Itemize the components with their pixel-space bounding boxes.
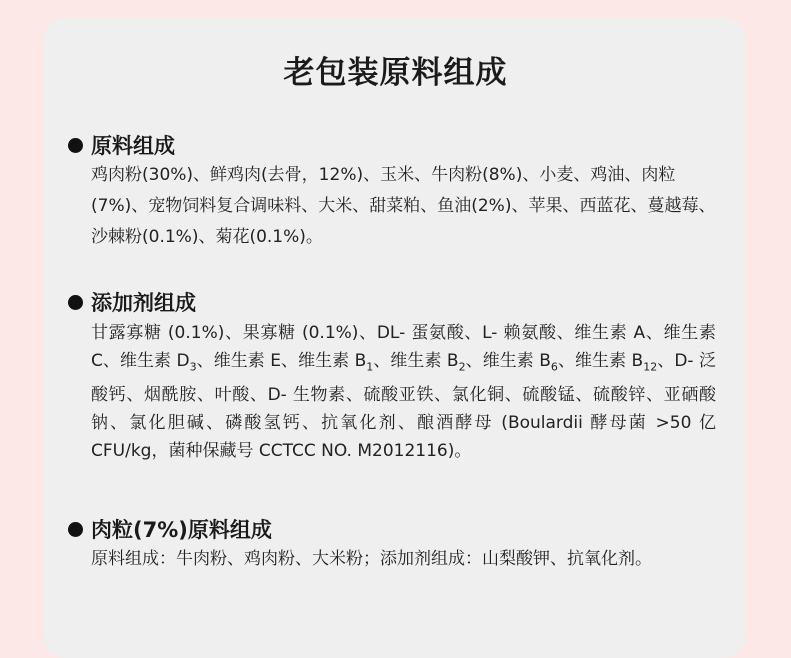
section-heading-label: 添加剂组成 xyxy=(91,291,196,315)
bullet-icon xyxy=(68,295,83,310)
ingredients-text: 鸡肉粉(30%)、鲜鸡肉(去骨，12%)、玉米、牛肉粉(8%)、小麦、鸡油、肉粒(7%)、宠物饲料复合调味料、大米、甜菜粕、鱼油(2%)、苹果、西蓝花、蔓越莓、沙棘粉(0.1%)、菊花(0.1%)。 xyxy=(91,165,716,247)
page-title: 老包装原料组成 xyxy=(283,55,508,91)
section-heading-label: 肉粒(7%)原料组成 xyxy=(91,518,272,542)
additives-text: 甘露寡糖 (0.1%)、果寡糖 (0.1%)、DL- 蛋氨酸、L- 赖氨酸、维生素 A、维生素 C、维生素 $D_3$、维生素 E、维生素 $B_1$、维生素 $B_2$、维生素 $B_6$、维生素 $B_{12}$、D- 泛酸钙、烟酰胺、叶酸、D- 生物素、硫酸亚铁、氯化铜、硫酸锰、硫酸锌、亚硒酸钠、氯化胆碱、磷酸氢钙、抗氧化剂、酿酒酵母 (Boulardii 酵母菌 >50 亿 CFU/kg，菌种保藏号 CCTCC NO. M2012116)。 xyxy=(91,323,716,462)
section-heading-ingredients xyxy=(68,130,175,160)
section-heading-label: 原料组成 xyxy=(91,134,175,158)
bullet-icon xyxy=(68,138,83,153)
section-heading-meat-pieces xyxy=(68,514,272,544)
section-heading-additives xyxy=(68,287,196,317)
meat-pieces-text: 原料组成：牛肉粉、鸡肉粉、大米粉；添加剂组成：山梨酸钾、抗氧化剂。 xyxy=(91,549,652,569)
bullet-icon xyxy=(68,522,83,537)
